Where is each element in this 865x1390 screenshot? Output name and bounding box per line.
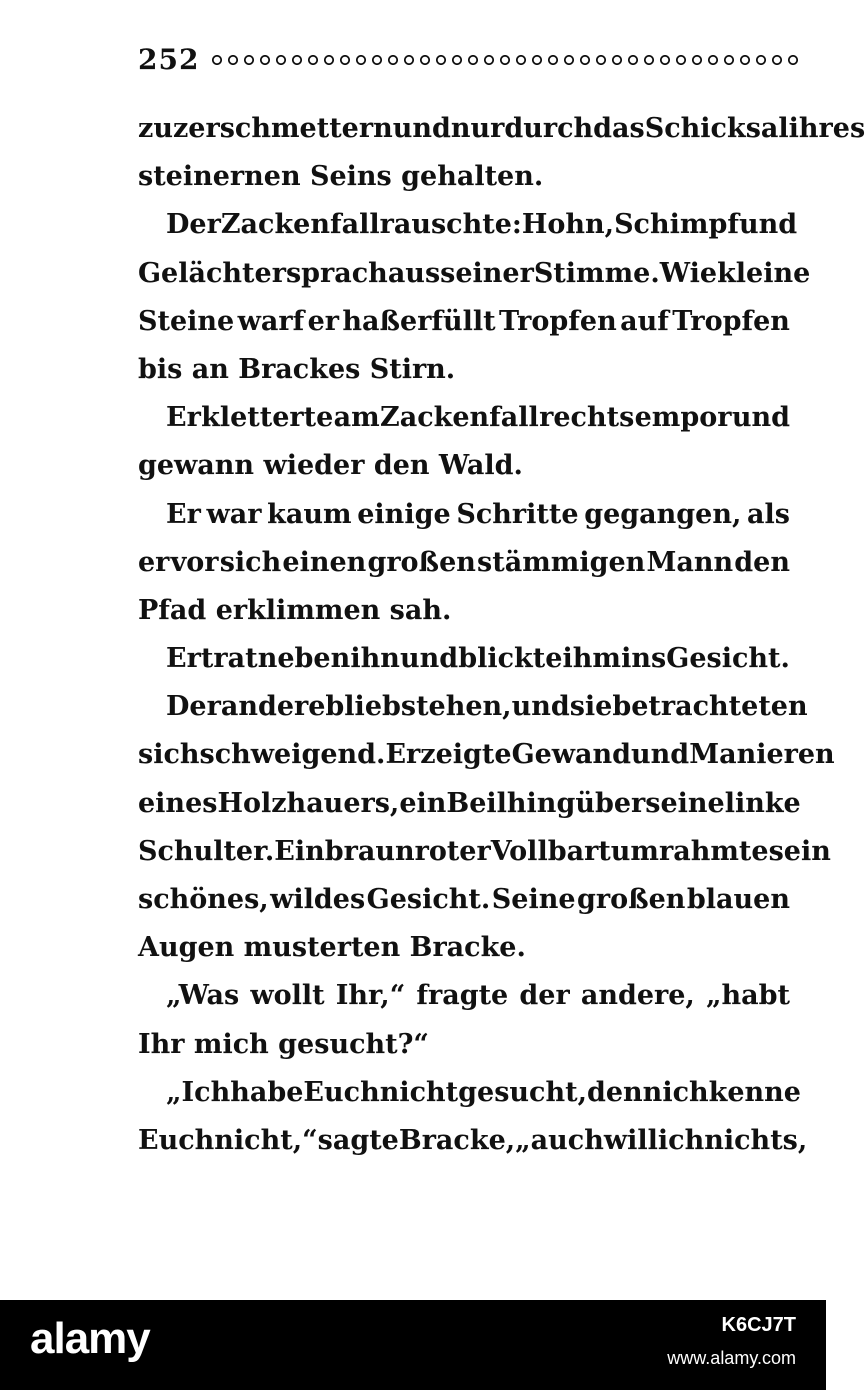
text-line: Der Zackenfall rauschte: Hohn, Schimpf und	[166, 209, 798, 241]
text-line: Euch nicht,“ sagte Bracke, „auch will ich nichts,	[138, 1124, 808, 1156]
text-line: zu zerschmettern und nur durch das Schicksal ihres	[138, 113, 865, 144]
text-line: Pfad erklimmen sah.	[138, 594, 452, 626]
text-line: eines Holzhauers, ein Beil hing über seine linke	[138, 787, 801, 819]
page-number: 252	[138, 43, 200, 76]
text-line: bis an Brackes Stirn.	[138, 353, 456, 385]
body-text	[138, 105, 865, 1165]
text-line: sich schweigend. Er zeigte Gewand und Manieren	[138, 739, 835, 771]
text-line: „Was wollt Ihr,“ fragte der andere, „habt	[166, 980, 790, 1012]
page-header	[138, 40, 798, 80]
watermark-url: www.alamy.com	[667, 1348, 796, 1368]
text-line: schönes, wildes Gesicht. Seine großen blauen	[138, 884, 790, 915]
text-line: Der andere blieb stehen, und sie betrachteten	[166, 691, 808, 723]
text-line: Er trat neben ihn und blickte ihm ins Gesicht.	[166, 643, 790, 675]
watermark-image-id: K6CJ7T	[721, 1314, 796, 1336]
text-line: Gelächter sprach aus seiner Stimme. Wie kleine	[138, 257, 811, 289]
text-line: Augen musterten Bracke.	[138, 932, 526, 964]
text-line: Schulter. Ein braunroter Vollbart umrahmte sein	[138, 835, 831, 867]
text-line: Er war kaum einige Schritte gegangen, als	[166, 498, 790, 530]
text-line: er vor sich einen großen stämmigen Mann den	[138, 546, 790, 578]
text-line: Steine warf er haßerfüllt Tropfen auf Tropfen	[138, 305, 790, 337]
text-line: gewann wieder den Wald.	[138, 450, 523, 482]
watermark-bar	[0, 1300, 826, 1390]
text-line: Er kletterte am Zackenfall rechts empor und	[166, 402, 790, 434]
text-line: „Ich habe Euch nicht gesucht, denn ich kenne	[166, 1076, 801, 1108]
watermark-brand: alamy	[30, 1314, 150, 1363]
header-ornament-rule	[209, 53, 798, 67]
text-line: Ihr mich gesucht?“	[138, 1028, 429, 1060]
text-line: steinernen Seins gehalten.	[138, 161, 544, 193]
